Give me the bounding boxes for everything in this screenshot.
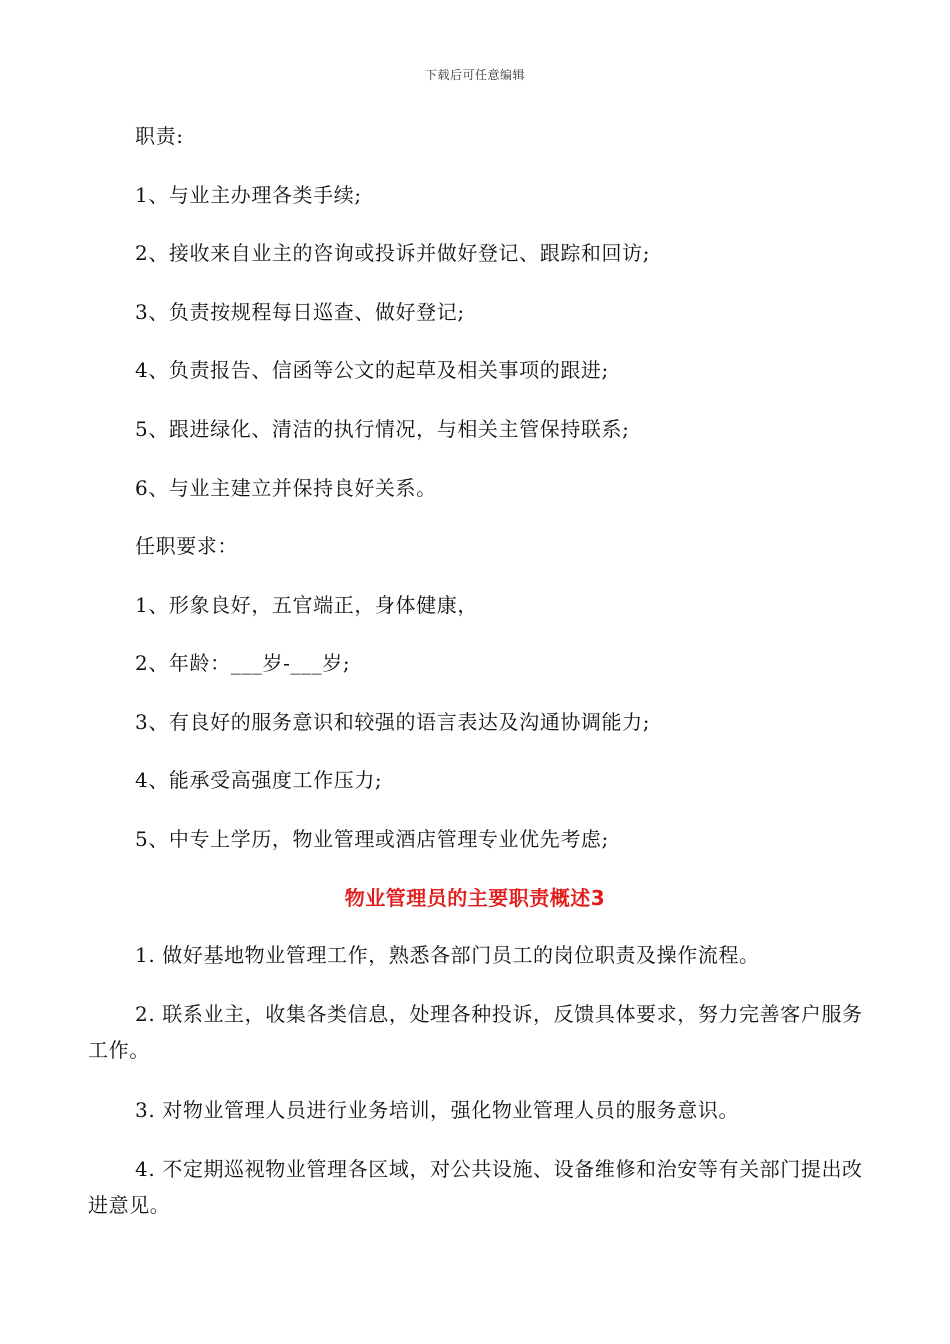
summary-paragraph: 2. 联系业主，收集各类信息，处理各种投诉，反馈具体要求，努力完善客户服务工作。 — [88, 1002, 863, 1062]
summary-paragraph: 1. 做好基地物业管理工作，熟悉各部门员工的岗位职责及操作流程。 — [135, 943, 760, 967]
requirement-item: 5、中专上学历，物业管理或酒店管理专业优先考虑; — [135, 827, 609, 851]
requirement-item: 3、有良好的服务意识和较强的语言表达及沟通协调能力; — [135, 710, 651, 734]
requirement-item: 1、形象良好，五官端正，身体健康， — [135, 593, 478, 617]
duty-item: 4、负责报告、信函等公文的起草及相关事项的跟进; — [135, 358, 609, 382]
duty-item: 3、负责按规程每日巡查、做好登记; — [135, 300, 465, 324]
section-title-duties: 职责: — [135, 124, 184, 148]
duty-item: 1、与业主办理各类手续; — [135, 183, 362, 207]
section-heading: 物业管理员的主要职责概述3 — [344, 886, 606, 910]
summary-paragraph: 4. 不定期巡视物业管理各区域，对公共设施、设备维修和治安等有关部门提出改进意见。 — [88, 1157, 863, 1217]
duty-item: 5、跟进绿化、清洁的执行情况，与相关主管保持联系; — [135, 417, 630, 441]
requirement-item: 2、年龄：___岁-___岁; — [135, 651, 351, 675]
requirement-item: 4、能承受高强度工作压力; — [135, 768, 383, 792]
duty-item: 2、接收来自业主的咨询或投诉并做好登记、跟踪和回访; — [135, 241, 651, 265]
summary-paragraph: 3. 对物业管理人员进行业务培训，强化物业管理人员的服务意识。 — [135, 1098, 740, 1122]
page-header-note: 下载后可任意编辑 — [424, 68, 525, 82]
section-title-requirements: 任职要求： — [135, 534, 238, 558]
duty-item: 6、与业主建立并保持良好关系。 — [135, 476, 437, 500]
